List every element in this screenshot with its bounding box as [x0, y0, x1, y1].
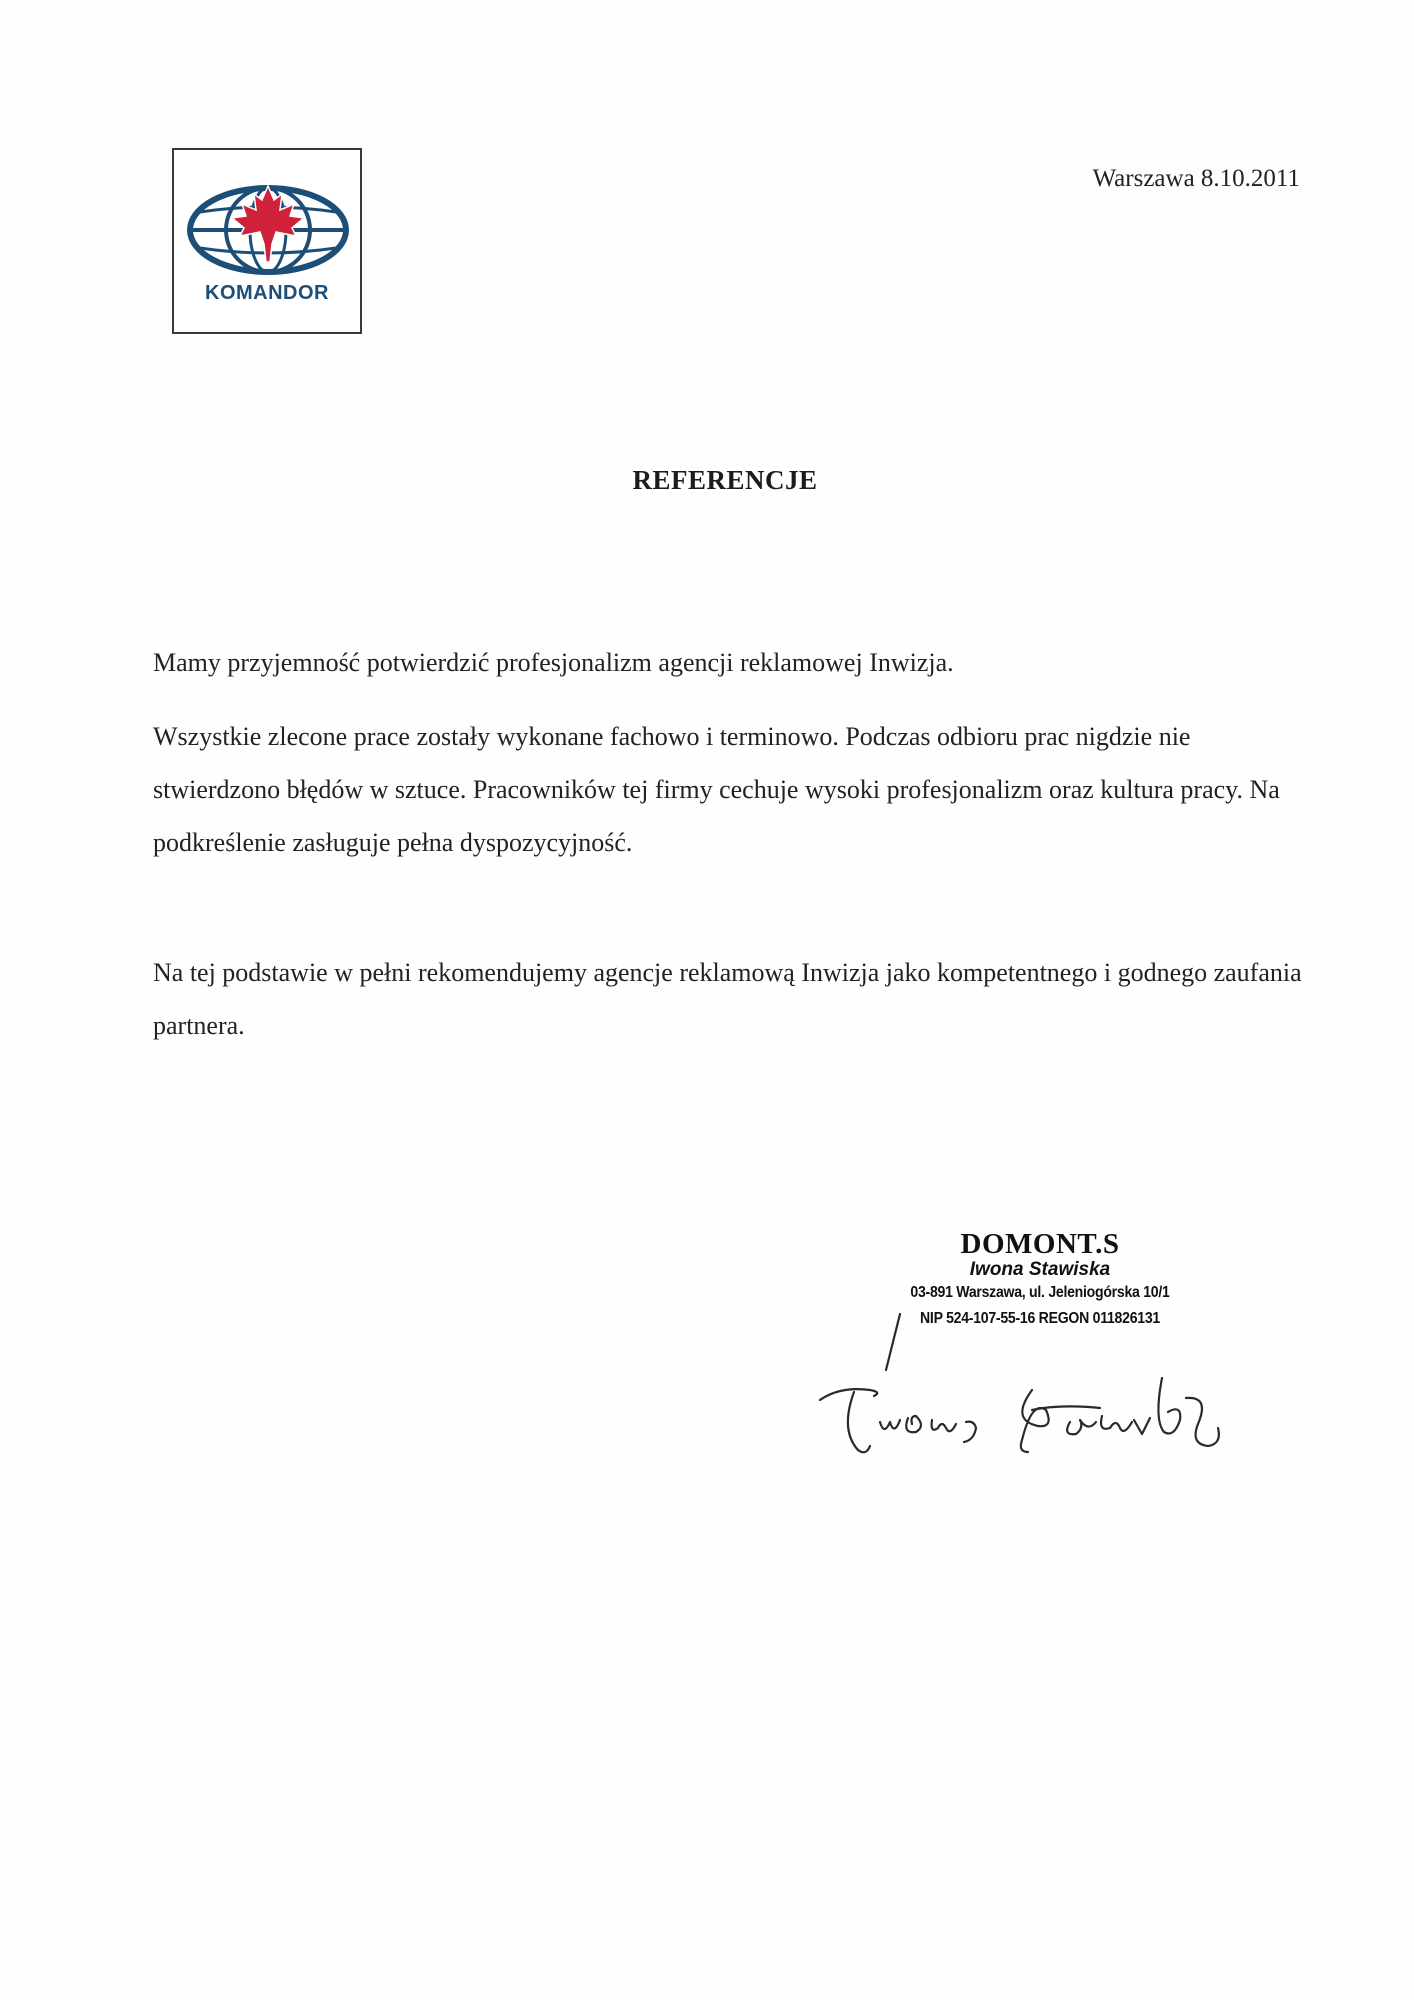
stamp-company-name: DOMONT.S [960, 1228, 1120, 1260]
paragraph-details: Wszystkie zlecone prace zostały wykonane fachowo i terminowo. Podczas odbioru prac nigdzie nie stwierdzono błędów w sztuce. Pracowników tej firmy cechuje wysoki profesjonalizm oraz kultura pracy. Na podkreślenie zasługuje pełna dyspozycyjność. [153, 722, 1280, 857]
document-title: REFERENCJE [632, 465, 818, 495]
stamp-address: 03-891 Warszawa, ul. Jeleniogórska 10/1 [910, 1284, 1170, 1301]
paragraph-intro: Mamy przyjemność potwierdzić profesjonalizm agencji reklamowej Inwizja. [153, 648, 954, 677]
logo-wordmark: KOMANDOR [205, 282, 329, 304]
place-and-date: Warszawa 8.10.2011 [1092, 165, 1300, 192]
globe-with-maple-leaf-icon [186, 180, 350, 280]
handwritten-signature [770, 1300, 1240, 1470]
stamp-person-name: Iwona Stawiska [969, 1259, 1111, 1280]
company-logo [172, 148, 362, 334]
stamp-tax-ids: NIP 524-107-55-16 REGON 011826131 [920, 1310, 1160, 1327]
paragraph-recommendation: Na tej podstawie w pełni rekomendujemy agencje reklamową Inwizja jako kompetentnego i godnego zaufania partnera. [153, 958, 1302, 1040]
